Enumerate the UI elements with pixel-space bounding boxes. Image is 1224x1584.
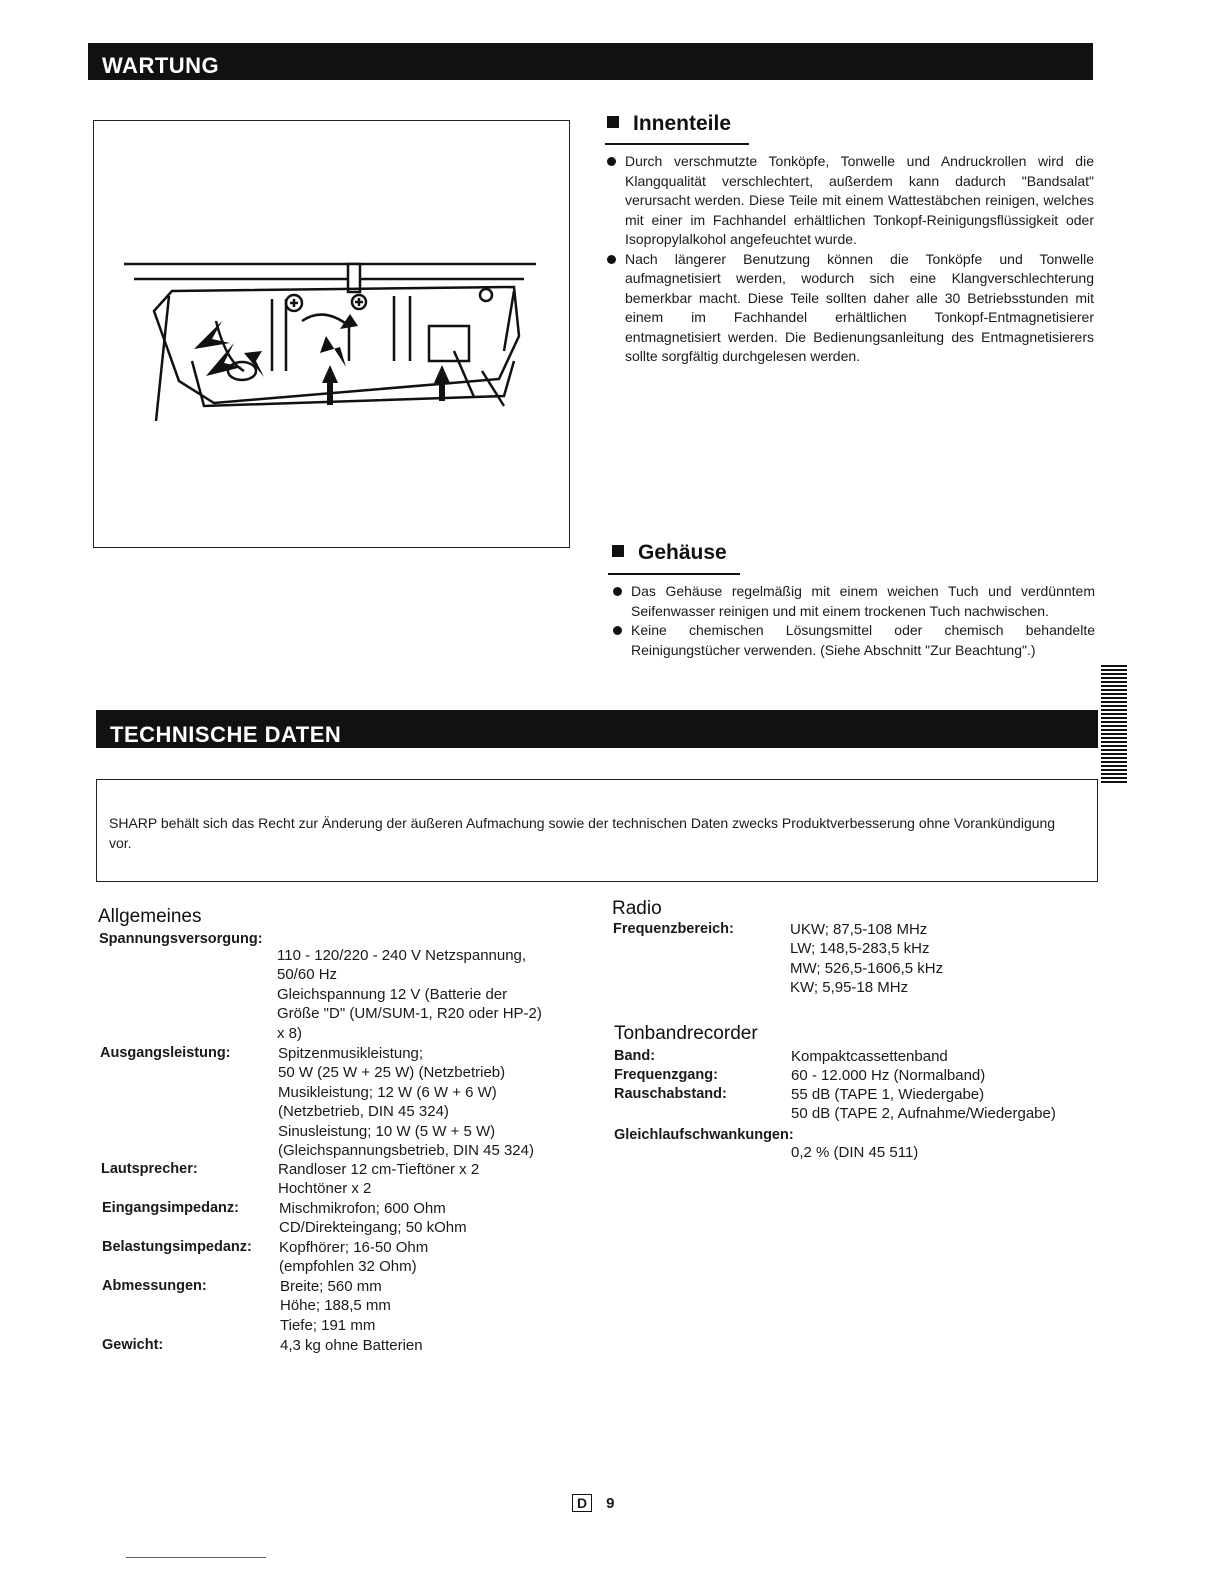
spec-values — [790, 920, 943, 998]
tonbandrecorder-title: Tonbandrecorder — [614, 1023, 758, 1044]
spec-label: Gleichlaufschwankungen: — [614, 1127, 794, 1143]
square-bullet-icon — [612, 545, 624, 557]
tape-deck-illustration — [93, 120, 570, 548]
spec-value: 4,3 kg ohne Batterien — [280, 1337, 423, 1354]
innenteile-heading — [607, 112, 731, 136]
spec-label: Ausgangsleistung: — [100, 1045, 231, 1061]
bottom-divider — [126, 1557, 266, 1558]
spec-values — [791, 1066, 985, 1085]
language-box: D — [572, 1494, 592, 1512]
spec-value: Höhe; 188,5 mm — [280, 1297, 391, 1315]
spec-value: UKW; 87,5-108 MHz — [790, 921, 928, 938]
spec-value: Randloser 12 cm-Tieftöner x 2 — [278, 1161, 480, 1178]
spec-value: LW; 148,5-283,5 kHz — [790, 940, 930, 958]
spec-value: x 8) — [277, 1024, 303, 1042]
spec-label: Lautsprecher: — [101, 1161, 198, 1177]
spec-label: Belastungsimpedanz: — [102, 1239, 252, 1255]
gehaeuse-heading-rule — [608, 573, 740, 575]
bullet-item: Keine chemischen Lösungsmittel oder chemisch behandelte Reinigungstücher verwenden. (Siehe Abschnitt "Zur Beachtung".) — [613, 621, 1095, 660]
spec-value: 60 - 12.000 Hz (Normalband) — [791, 1067, 986, 1084]
wartung-banner: WARTUNG — [88, 43, 1093, 80]
spec-value: CD/Direkteingang; 50 kOhm — [279, 1219, 467, 1237]
spec-value: Hochtöner x 2 — [278, 1180, 372, 1198]
allgemeines-title: Allgemeines — [98, 906, 202, 927]
technische-daten-banner: TECHNISCHE DATEN — [96, 710, 1098, 748]
spec-value: Mischmikrofon; 600 Ohm — [279, 1200, 446, 1217]
gehaeuse-bullet-list — [613, 582, 1095, 660]
spec-value: Breite; 560 mm — [280, 1278, 382, 1295]
spec-label: Abmessungen: — [102, 1278, 207, 1294]
spec-value: 55 dB (TAPE 1, Wiedergabe) — [791, 1086, 985, 1103]
spec-label: Frequenzgang: — [614, 1067, 718, 1083]
spec-value: 110 - 120/220 - 240 V Netzspannung, — [277, 947, 527, 964]
spec-value: Kompaktcassettenband — [791, 1048, 948, 1065]
spec-label: Spannungsversorgung: — [99, 931, 263, 947]
spec-value: KW; 5,95-18 MHz — [790, 979, 909, 997]
thumb-index-tab — [1101, 665, 1127, 785]
spec-value: 50/60 Hz — [277, 966, 338, 984]
spec-label: Eingangsimpedanz: — [102, 1200, 239, 1216]
page-number: 9 — [606, 1495, 615, 1512]
bullet-item: Durch verschmutzte Tonköpfe, Tonwelle und Andruckrollen wird die Klangqualität verschlechtert, außerdem kann dadurch "Bandsalat" verursacht werden. Diese Teile mit einem Wattestäbchen reinigen, welches mit einer im Fachhandel erhältlichen Tonkopf-Reinigungsflüssigkeit oder Isopropylalkohol angefeuchtet wurde. — [607, 152, 1094, 250]
spec-values — [278, 1160, 479, 1199]
tape-heads-drawing — [94, 121, 571, 549]
bullet-item: Das Gehäuse regelmäßig mit einem weichen Tuch und verdünntem Seifenwasser reinigen und mit einem trockenen Tuch nachwischen. — [613, 582, 1095, 621]
spec-label: Frequenzbereich: — [613, 921, 734, 937]
square-bullet-icon — [607, 116, 619, 128]
spec-value: Gleichspannung 12 V (Batterie der — [277, 985, 508, 1003]
spec-values — [279, 1238, 428, 1277]
spec-values — [791, 1085, 1056, 1124]
spec-values — [277, 946, 542, 1043]
spec-value: Sinusleistung; 10 W (5 W + 5 W) — [278, 1122, 496, 1140]
spec-label: Rauschabstand: — [614, 1086, 727, 1102]
bullet-item: Nach längerer Benutzung können die Tonköpfe und Tonwelle aufmagnetisiert werden, wodurch sich eine Klangverschlechterung bemerkbar macht. Diese Teile sollten daher alle 30 Betriebsstunden mit einem im Fachhandel erhältlichen Tonkopf-Entmagnetisierer entmagnetisiert werden. Die Bedienungsanleitung des Entmagnetisierers sollte sorgfältig durchgelesen werden. — [607, 250, 1094, 367]
gehaeuse-heading-text: Gehäuse — [638, 541, 727, 564]
spec-values — [279, 1199, 467, 1238]
spec-values — [791, 1143, 918, 1162]
radio-title: Radio — [612, 898, 662, 919]
spec-label: Gewicht: — [102, 1337, 164, 1353]
page-footer — [572, 1494, 614, 1512]
notice-text: SHARP behält sich das Recht zur Änderung der äußeren Aufmachung sowie der technischen Daten zwecks Produktverbesserung ohne Vorankündigung vor. — [109, 815, 1056, 851]
spec-value: (empfohlen 32 Ohm) — [279, 1258, 417, 1276]
spec-value: Kopfhörer; 16-50 Ohm — [279, 1239, 429, 1256]
spec-label: Band: — [614, 1048, 656, 1064]
innenteile-bullet-list — [607, 152, 1094, 367]
spec-values — [280, 1336, 423, 1355]
spec-value: Größe "D" (UM/SUM-1, R20 oder HP-2) — [277, 1005, 542, 1023]
spec-values — [791, 1047, 948, 1066]
spec-value: Musikleistung; 12 W (6 W + 6 W) — [278, 1083, 497, 1101]
spec-value: (Netzbetrieb, DIN 45 324) — [278, 1103, 449, 1121]
spec-value: 0,2 % (DIN 45 511) — [791, 1144, 919, 1161]
spec-value: 50 dB (TAPE 2, Aufnahme/Wiedergabe) — [791, 1105, 1056, 1123]
spec-value: Spitzenmusikleistung; — [278, 1045, 424, 1062]
innenteile-heading-text: Innenteile — [633, 112, 732, 135]
notice-box — [96, 779, 1098, 882]
gehaeuse-heading — [612, 541, 727, 565]
innenteile-heading-rule — [605, 143, 749, 145]
spec-value: Tiefe; 191 mm — [280, 1316, 376, 1334]
spec-values — [280, 1277, 391, 1335]
spec-values — [278, 1044, 534, 1160]
spec-value: (Gleichspannungsbetrieb, DIN 45 324) — [278, 1142, 534, 1160]
spec-value: 50 W (25 W + 25 W) (Netzbetrieb) — [278, 1064, 506, 1082]
spec-value: MW; 526,5-1606,5 kHz — [790, 959, 944, 977]
